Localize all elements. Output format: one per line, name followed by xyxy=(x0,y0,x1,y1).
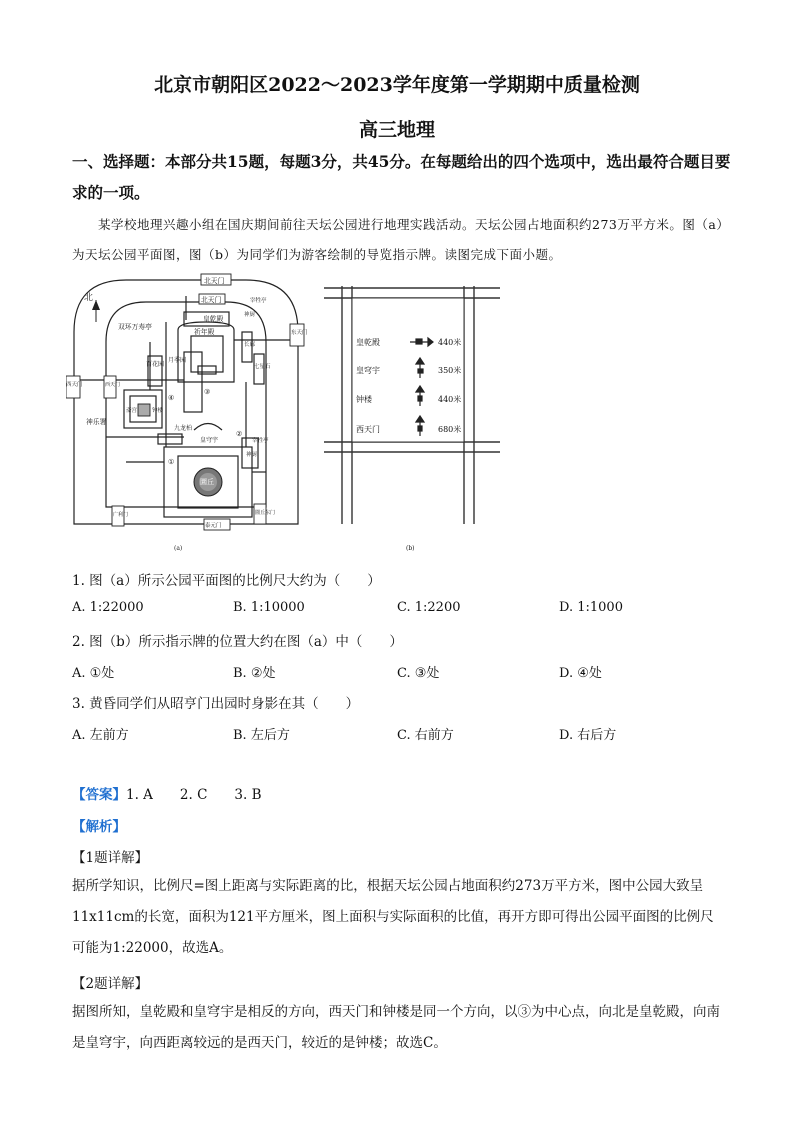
q2-option-b[interactable]: B. ②处 xyxy=(233,666,276,681)
exam-subtitle: 高三地理 xyxy=(358,119,435,141)
sign-row-4-name: 西天门 xyxy=(356,425,380,434)
gate-north: 北天门 xyxy=(204,277,225,285)
caption-a: (a) xyxy=(174,545,183,552)
exam-title: 北京市朝阳区2022～2023学年度第一学期期中质量检测 xyxy=(154,74,640,96)
question-2-stem: 2. 图（b）所示指示牌的位置大约在图（a）中（ ） xyxy=(72,634,403,650)
intro-paragraph xyxy=(72,210,732,270)
q3-option-a[interactable]: A. 左前方 xyxy=(72,728,129,743)
q1-option-b[interactable]: B. 1:10000 xyxy=(233,600,305,615)
label-baihuayuan: 百花园 xyxy=(146,361,165,368)
label-shenyueshu: 神乐署 xyxy=(86,418,107,426)
q1-option-d[interactable]: D. 1:1000 xyxy=(559,600,623,615)
label-huangqiandian: 皇乾殿 xyxy=(203,315,224,323)
label-zhonglou: 钟楼 xyxy=(152,408,164,414)
gate-south: 泰元门 xyxy=(205,523,222,529)
sign-row-3-name: 钟楼 xyxy=(356,395,372,404)
label-yuanqiu: 圜丘 xyxy=(200,478,214,486)
sign-row-3-distance: 440米 xyxy=(438,395,462,404)
guide-sign-figure xyxy=(318,272,518,557)
detail-1-text: 据所学知识，比例尺=图上距离与实际距离的比，根据天坛公园占地面积约273万平方米，图中公园大致呈11x11cm的长宽，面积为121平方厘米，图上面积与实际面积的比值，再开方即可得出公园平面图的比例尺可能为1:22000，故选A。 xyxy=(72,878,714,956)
park-map-figure xyxy=(66,272,316,557)
sign-row-1-name: 皇乾殿 xyxy=(356,338,380,347)
q3-option-d[interactable]: D. 右后方 xyxy=(559,728,617,743)
label-zhaigong: 斋宫 xyxy=(126,408,138,414)
gate-southwest: 广利门 xyxy=(113,512,129,518)
gate-southeast: 圜丘东门 xyxy=(255,510,276,516)
gate-north-inner: 北天门 xyxy=(201,296,222,304)
label-qiniandian: 祈年殿 xyxy=(194,328,215,336)
q3-option-c[interactable]: C. 右前方 xyxy=(397,728,454,743)
sign-row-2-name: 皇穹宇 xyxy=(356,366,380,375)
label-changlang: 长廊 xyxy=(244,342,256,348)
gate-west: 西天门 xyxy=(66,382,83,388)
label-jiulongbai: 九龙柏 xyxy=(174,425,193,432)
label-shenchu: 神厨 xyxy=(244,312,256,318)
q1-option-c[interactable]: C. 1:2200 xyxy=(397,600,461,615)
detail-2-heading: 【2题详解】 xyxy=(72,976,149,992)
marker-2: ② xyxy=(236,430,243,438)
detail-2-text: 据图所知，皇乾殿和皇穹宇是相反的方向，西天门和钟楼是同一个方向，以③为中心点，向北是皇乾殿，向南是皇穹宇，向西距离较远的是西天门，较近的是钟楼；故选C。 xyxy=(72,1004,720,1051)
detail-1-heading: 【1题详解】 xyxy=(72,850,149,866)
intro-text: 某学校地理兴趣小组在国庆期间前往天坛公园进行地理实践活动。天坛公园占地面积约273万平方米。图（a）为天坛公园平面图，图（b）为同学们为游客绘制的导览指示牌。读图完成下面小题。 xyxy=(72,217,730,262)
marker-3: ③ xyxy=(204,388,211,396)
label-yueji: 月季园 xyxy=(168,357,187,364)
label-huangqiongyu: 皇穹宇 xyxy=(200,437,219,444)
label-qixingshi: 七星石 xyxy=(254,364,271,370)
label-shuanghuan: 双环万寿亭 xyxy=(118,323,152,331)
gate-east: 东天门 xyxy=(291,330,308,336)
gate-west-inner: 西天门 xyxy=(105,382,121,388)
sign-row-4-distance: 680米 xyxy=(438,425,462,434)
q3-option-b[interactable]: B. 左后方 xyxy=(233,728,290,743)
answer-values: 1. A 2. C 3. B xyxy=(126,787,262,803)
section-heading: 一、选择题：本部分共15题，每题3分，共45分。在每题给出的四个选项中，选出最符合题目要求的一项。 xyxy=(72,152,731,202)
sign-row-2-distance: 350米 xyxy=(438,366,462,375)
answer-line xyxy=(72,783,262,803)
q2-option-c[interactable]: C. ③处 xyxy=(397,666,440,681)
answer-label: 【答案】 xyxy=(72,787,126,803)
analysis-label: 【解析】 xyxy=(72,819,126,835)
marker-4: ④ xyxy=(168,394,175,402)
q1-option-a[interactable]: A. 1:22000 xyxy=(72,600,144,615)
q2-option-a[interactable]: A. ①处 xyxy=(72,666,115,681)
sign-row-1-distance: 440米 xyxy=(438,338,462,347)
marker-1: ① xyxy=(168,458,175,466)
question-3-stem: 3. 黄昏同学们从昭亨门出园时身影在其（ ） xyxy=(72,696,360,712)
north-label: 北 xyxy=(84,293,94,303)
label-zaishenting-2: 宰牲亭 xyxy=(252,438,269,444)
question-1-stem: 1. 图（a）所示公园平面图的比例尺大约为（ ） xyxy=(72,573,381,589)
q2-option-d[interactable]: D. ④处 xyxy=(559,666,602,681)
caption-b: (b) xyxy=(406,545,415,552)
label-zaishenting: 宰牲亭 xyxy=(250,298,267,304)
label-shenchu-2: 神厨 xyxy=(246,452,258,458)
